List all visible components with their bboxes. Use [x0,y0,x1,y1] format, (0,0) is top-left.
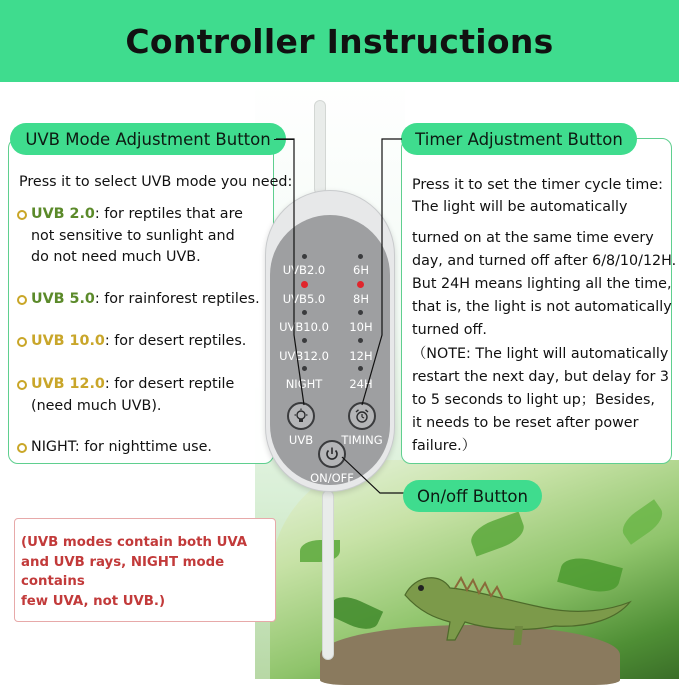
timer-text-11: it needs to be reset after power [412,415,639,431]
note-line: (UVB modes contain both UVA [21,535,248,550]
uvb-item-10-0: UVB 10.0: for desert reptiles. [31,333,247,349]
lightbulb-icon [293,408,309,424]
uvb-item-12-0: UVB 12.0: for desert reptile (need much UVB). [31,376,235,414]
timer-label: 8H [353,292,369,306]
uvb-mode-label: NIGHT [285,377,323,391]
power-button-label: ON/OFF [310,471,354,485]
uvb-mode-label: UVB12.0 [279,349,329,363]
power-icon [324,446,340,462]
alarm-clock-icon [354,408,370,424]
timer-text-10: to 5 seconds to light up；Besides, [412,392,655,408]
onoff-leader-line [340,455,410,500]
uvb-leader-line [274,135,314,410]
uvb-intro: Press it to select UVB mode you need: [19,174,293,190]
bullet-icon [17,295,27,305]
timer-text-5: But 24H means lighting all the time, [412,276,672,292]
timer-text-2: The light will be automatically [412,199,628,215]
onoff-callout: On/off Button [403,480,542,512]
cable-bottom [322,490,334,660]
timer-panel-title: Timer Adjustment Button [401,123,637,155]
uvb-note [14,518,276,622]
timer-text-8: （NOTE: The light will automatically [412,346,669,362]
uvb-mode-label: UVB5.0 [282,292,326,306]
leaf-decoration [300,540,340,562]
bullet-icon [17,443,27,453]
timer-label: 10H [349,320,373,334]
timer-label: 12H [349,349,373,363]
timer-leader-line [340,135,405,410]
timer-text-7: turned off. [412,322,487,338]
timer-label: 6H [353,263,369,277]
note-line: few UVA, not UVB.) [21,593,166,609]
uvb-panel-title: UVB Mode Adjustment Button [10,123,286,155]
bullet-icon [17,337,27,347]
header-banner [0,0,679,82]
uvb-item-5-0: UVB 5.0: for rainforest reptiles. [31,291,260,307]
timer-text-9: restart the next day, but delay for 3 [412,369,670,385]
cable-top [314,100,326,195]
timing-button-label: TIMING [341,433,383,447]
uvb-item-night: NIGHT: for nighttime use. [31,439,212,455]
bullet-icon [17,210,27,220]
iguana-image [395,560,635,655]
page-title: Controller Instructions [125,21,554,61]
timer-text-3: turned on at the same time every [412,230,654,246]
uvb-mode-label: UVB2.0 [282,263,326,277]
uvb-item-2-0: UVB 2.0: for reptiles that are not sensitive to sunlight and do not need much UVB. [31,206,243,265]
timer-label: 24H [349,377,373,391]
uvb-mode-label: UVB10.0 [279,320,329,334]
note-line: and UVB rays, NIGHT mode contains [21,554,225,589]
timer-text-12: failure.） [412,438,477,454]
timer-text-1: Press it to set the timer cycle time: [412,177,663,193]
timer-text-4: day, and turned off after 6/8/10/12H. [412,253,677,269]
timer-text-6: that is, the light is not automatically [412,299,672,315]
bullet-icon [17,380,27,390]
uvb-button-label: UVB [288,433,314,447]
